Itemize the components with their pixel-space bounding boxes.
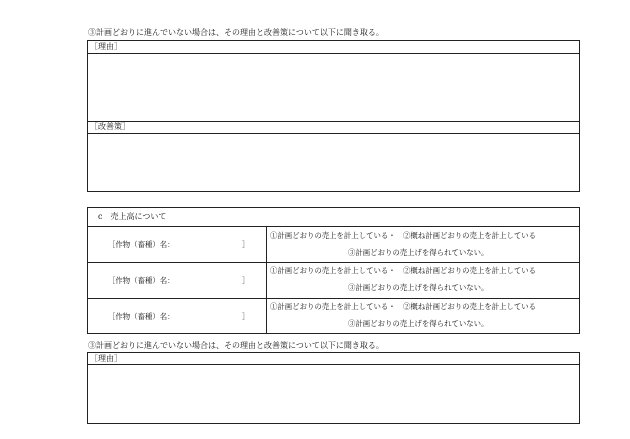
reason-label: ［理由］: [90, 42, 122, 51]
sales-table: [87, 207, 580, 334]
section1-response-box: [87, 40, 580, 192]
section2-response-box: [87, 352, 580, 424]
crop-label: ［作物（畜種）名：: [108, 276, 175, 285]
reason-input-area[interactable]: [88, 365, 579, 423]
table-row: [88, 227, 266, 262]
crop-label: ［作物（畜種）名：: [108, 240, 175, 249]
column-divider: [266, 226, 267, 333]
table-row: [88, 263, 266, 298]
improvement-label: ［改善策］: [90, 122, 130, 131]
crop-close: ］: [242, 276, 250, 285]
section1-instruction: ③計画どおりに進んでいない場合は、その理由と改善策について以下に聞き取る。: [88, 28, 384, 37]
reason-label: ［理由］: [90, 354, 122, 363]
sales-option-line2[interactable]: ③計画どおりの売上げを得られていない。: [348, 283, 489, 292]
section2-instruction: ③計画どおりに進んでいない場合は、その理由と改善策について以下に聞き取る。: [88, 341, 384, 350]
crop-close: ］: [242, 312, 250, 321]
reason-input-area[interactable]: [88, 54, 579, 121]
sales-title: c 売上高について: [98, 212, 167, 221]
sales-option-line2[interactable]: ③計画どおりの売上げを得られていない。: [348, 248, 489, 257]
sales-option-line1[interactable]: ①計画どおりの売上を計上している・ ②概ね計画どおりの売上を計上している: [270, 266, 537, 275]
sales-option-line1[interactable]: ①計画どおりの売上を計上している・ ②概ね計画どおりの売上を計上している: [270, 231, 537, 240]
sales-option-line1[interactable]: ①計画どおりの売上を計上している・ ②概ね計画どおりの売上を計上している: [270, 302, 537, 311]
divider: [88, 121, 579, 122]
table-row: [88, 299, 266, 333]
sales-option-line2[interactable]: ③計画どおりの売上げを得られていない。: [348, 319, 489, 328]
crop-close: ］: [242, 240, 250, 249]
crop-label: ［作物（畜種）名：: [108, 312, 175, 321]
improvement-input-area[interactable]: [88, 134, 579, 191]
